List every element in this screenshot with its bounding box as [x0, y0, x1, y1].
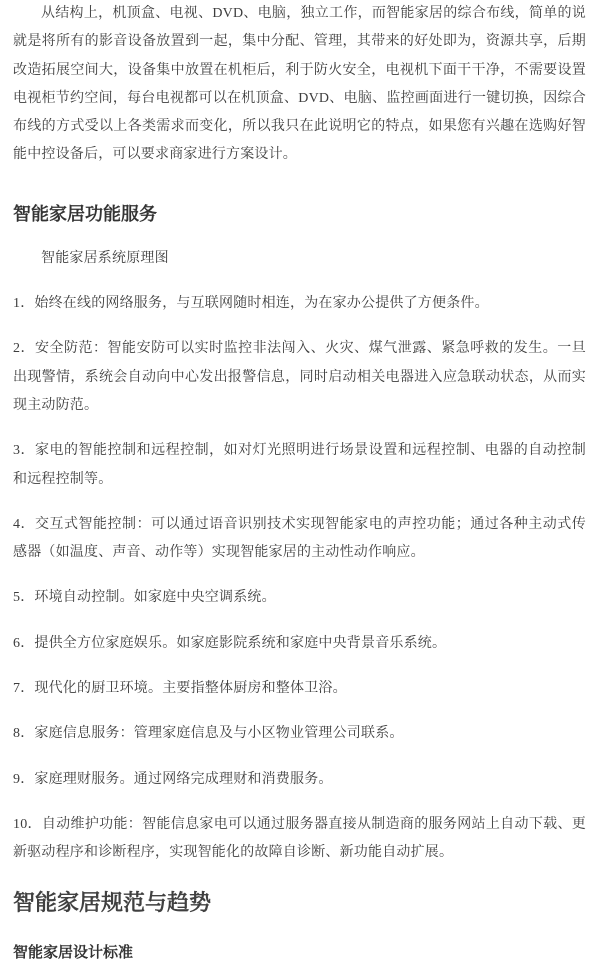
intro-paragraph: 从结构上，机顶盒、电视、DVD、电脑，独立工作，而智能家居的综合布线，简单的说就是将所有的影音设备放置到一起，集中分配、管理，其带来的好处即为，资源共享，后期改造拓展空间大，设备集中放置在机柜后，利于防火安全，电视机下面干干净，不需要设置电视柜节约空间，每台电视都可以在机顶盒、DVD、电脑、监控画面进行一键切换，因综合布线的方式受以上各类需求而变化，所以我只在此说明它的特点，如果您有兴趣在选购好智能中控设备后，可以要求商家进行方案设计。: [13, 6, 586, 163]
list-item-9: 9．家庭理财服务。通过网络完成理财和消费服务。: [13, 771, 333, 787]
subsection-heading-design-standard: 智能家居设计标准: [13, 943, 134, 961]
list-item-4: 4．交互式智能控制：可以通过语音识别技术实现智能家电的声控功能；通过各种主动式传感器（如温度、声音、动作等）实现智能家居的主动性动作响应。: [13, 516, 586, 561]
list-item-8: 8．家庭信息服务：管理家庭信息及与小区物业管理公司联系。: [13, 726, 404, 742]
list-item-1: 1．始终在线的网络服务，与互联网随时相连，为在家办公提供了方便条件。: [13, 296, 489, 312]
list-item-7: 7．现代化的厨卫环境。主要指整体厨房和整体卫浴。: [13, 681, 347, 697]
list-item-6: 6．提供全方位家庭娱乐。如家庭影院系统和家庭中央背景音乐系统。: [13, 635, 447, 651]
list-item-10: 10．自动维护功能：智能信息家电可以通过服务器直接从制造商的服务网站上自动下载、更新驱动程序和诊断程序，实现智能化的故障自诊断、新功能自动扩展。: [13, 816, 586, 861]
list-item-3: 3．家电的智能控制和远程控制，如对灯光照明进行场景设置和远程控制、电器的自动控制和远程控制等。: [13, 443, 586, 487]
diagram-caption: 智能家居系统原理图: [41, 250, 169, 266]
list-item-2: 2．安全防范：智能安防可以实时监控非法闯入、火灾、煤气泄露、紧急呼救的发生。一旦出现警情，系统会自动向中心发出报警信息，同时启动相关电器进入应急联动状态，从而实现主动防范。: [13, 341, 586, 413]
list-item-5: 5．环境自动控制。如家庭中央空调系统。: [13, 590, 276, 606]
section-heading-functions: 智能家居功能服务: [13, 203, 157, 224]
chapter-heading-standards-trends: 智能家居规范与趋势: [13, 889, 212, 915]
